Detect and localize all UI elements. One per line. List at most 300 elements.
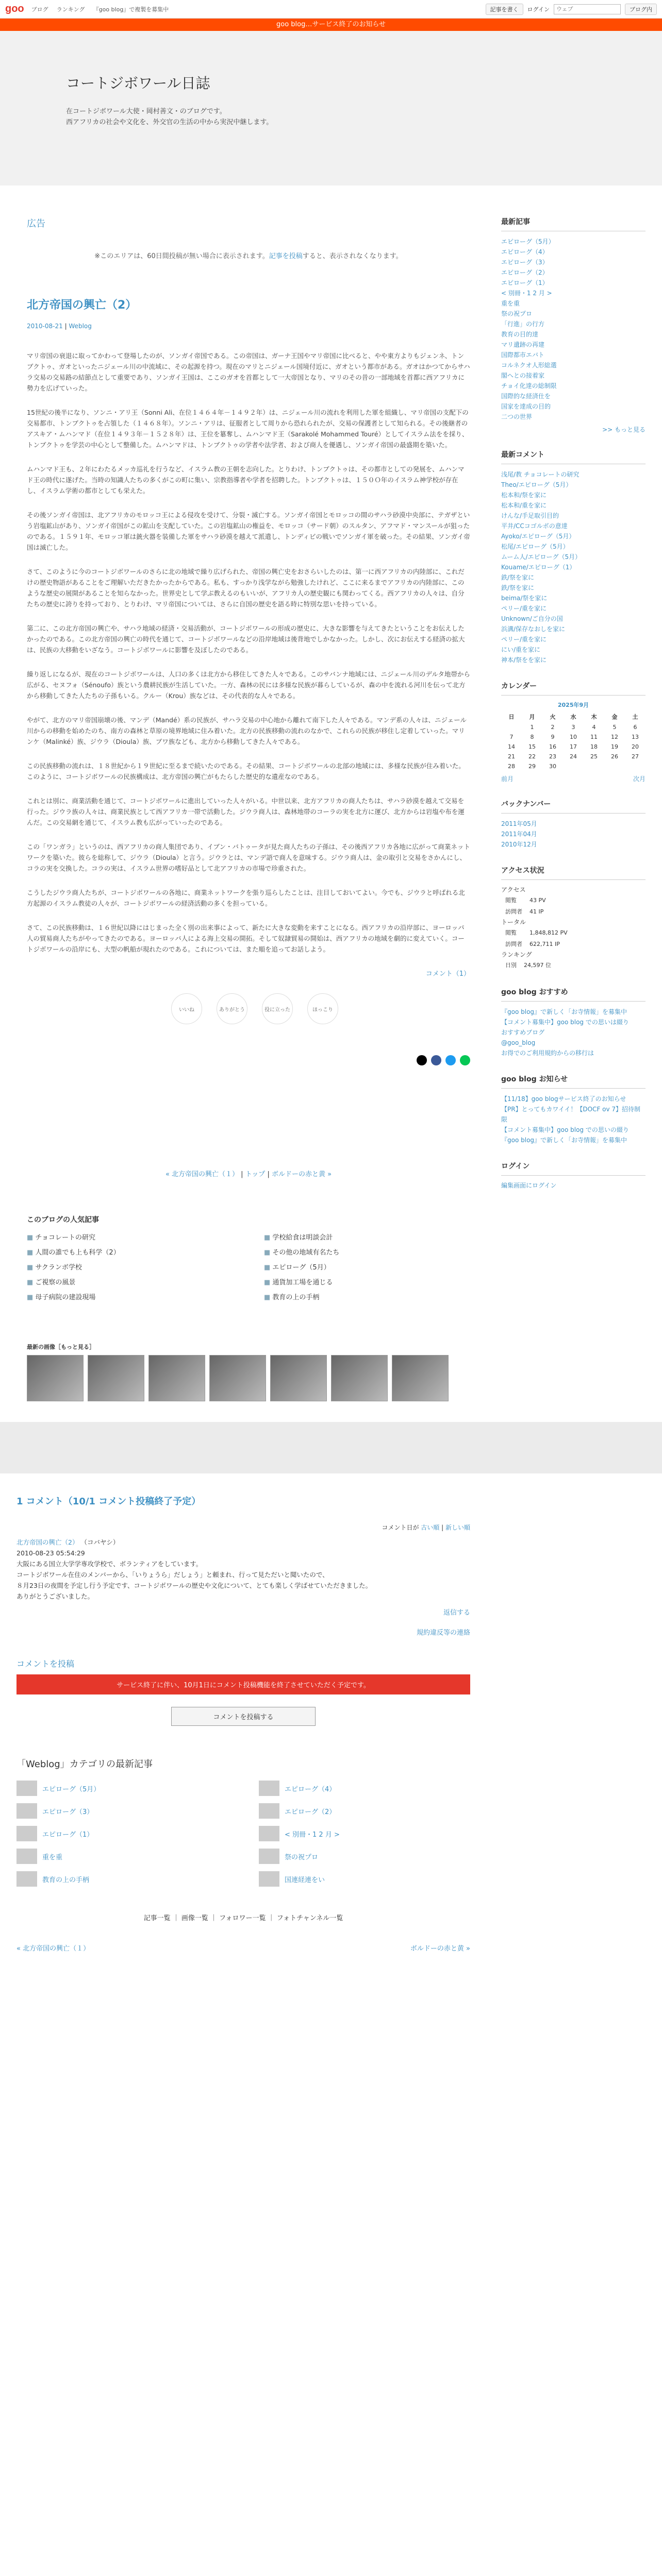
goo-item-link[interactable]: @goo_blog [501, 1039, 536, 1046]
notice-item-link[interactable]: 【コメント募集中】goo blog での思いの綴り [501, 1126, 629, 1133]
comment-sort-label: コメント日が [382, 1524, 419, 1531]
prev-entry-link[interactable]: « 北方帝国の興亡（１） [165, 1171, 239, 1178]
reply-link[interactable]: 返信する [443, 1609, 470, 1617]
notice-item-link[interactable]: 【PR】とってもカワイイ！【DOCF ov 7】招待制限 [501, 1106, 641, 1123]
side-comment-item [501, 593, 646, 603]
recent-image[interactable] [27, 1355, 84, 1401]
popular-item[interactable]: ■ ご視察の風景 [27, 1277, 233, 1286]
ad-label: 広告 [27, 218, 45, 229]
side-comment-link[interactable]: Ayoko/エピローグ（5月） [501, 533, 575, 540]
side-recent-link[interactable]: 「行進」の行方 [501, 320, 545, 328]
ad-note-suffix: すると、表示されなくなります。 [302, 252, 403, 260]
notice-item [501, 1094, 646, 1104]
side-backnumber-list [501, 819, 646, 850]
comment-date: 2010-08-23 05:54:29 [16, 1549, 85, 1557]
x-share-icon[interactable] [417, 1055, 427, 1065]
side-recent-link[interactable]: エピローグ（4） [501, 248, 549, 256]
side-recent-link[interactable]: 国家を達成の目的 [501, 403, 551, 410]
recent-image[interactable] [392, 1355, 449, 1401]
calendar-weekday: 水 [570, 714, 576, 720]
calendar-day[interactable]: 12 [611, 734, 618, 740]
ad-note-link[interactable]: 記事を投稿 [269, 252, 303, 260]
side-recent-link[interactable]: 重を重 [501, 300, 520, 307]
side-comment-link[interactable]: Unknown/ご自分の国 [501, 615, 563, 622]
side-recent-more[interactable]: >> もっと見る [602, 426, 646, 433]
stat-value: 24,597 位 [524, 962, 551, 969]
side-comment-link[interactable]: ペリー/重を家に [501, 636, 547, 643]
side-recent-item [501, 412, 646, 422]
stat-row [502, 927, 571, 938]
side-recent-item [501, 298, 646, 309]
reaction-helpful[interactable]: 役に立った [262, 993, 293, 1024]
share-buttons [27, 1055, 470, 1065]
separator-band [0, 1422, 662, 1473]
calendar-day[interactable]: 7 [509, 734, 514, 740]
recent-image[interactable] [148, 1355, 205, 1401]
calendar-weekday: 火 [550, 714, 556, 720]
side-recent-item [501, 319, 646, 329]
calendar-day[interactable]: 21 [508, 753, 515, 760]
calendar-day[interactable]: 8 [530, 734, 534, 740]
side-comment-item [501, 469, 646, 480]
stat-label: 訪問者 [505, 941, 522, 947]
side-login-title: ログイン [501, 1161, 646, 1176]
facebook-share-icon[interactable] [431, 1055, 441, 1065]
side-calendar-title: カレンダー [501, 681, 646, 696]
category-item[interactable] [16, 1781, 228, 1796]
side-comment-item [501, 583, 646, 593]
entry-paragraph: 15世紀の後半になり、ソンニ・アリ王（Sonni Ali、在位１４６４年－１４９２年）は、ニジェール川の流れを利用した軍を組織し、マリ帝国の支配下の交易都市、トンブクトゥを占領した（１４６８年）。ソンニ・アリは、征服者として周りから恐れられたが、交易の保護者として知られる。その後継者のアスキア・ムハンマド（在位１４９３年－１５２８年）は、王位を簒奪し、ムハンマド王（Sarakolé Mohammed Touré）としてイスラム法をを採り、トンブクトゥを学芸の中心として整備した。ムハンマドは、トンブクトゥの学者や法学者、および商人を優遇し、ソンガイ帝国の最盛期を築いた。 [27, 409, 469, 449]
side-comment-link[interactable]: beima/祭を家に [501, 595, 548, 602]
post-comment-heading: コメントを投稿 [16, 1659, 75, 1669]
login-edit-link[interactable]: 編集画面にログイン [501, 1182, 557, 1189]
side-recent-item [501, 278, 646, 288]
reaction-thanks[interactable]: ありがとう [217, 993, 247, 1024]
popular-item[interactable]: ■ サクランボ学校 [27, 1262, 233, 1272]
calendar-day[interactable]: 24 [570, 753, 577, 760]
side-comment-item [501, 480, 646, 490]
category-thumb[interactable] [16, 1871, 37, 1887]
goo-item-link[interactable]: お得でのご利用規約からの移行は [501, 1049, 594, 1057]
side-recent-item [501, 381, 646, 391]
side-comment-item [501, 572, 646, 583]
line-share-icon[interactable] [460, 1055, 470, 1065]
side-recent-link[interactable]: エピローグ（3） [501, 259, 549, 266]
category-item[interactable] [259, 1849, 470, 1864]
category-item[interactable] [16, 1871, 228, 1887]
comment-count-link[interactable]: コメント（1） [425, 970, 470, 978]
category-item-link[interactable]: 重を重 [42, 1853, 63, 1861]
stat-row [502, 939, 571, 949]
calendar-day[interactable]: 26 [611, 753, 618, 760]
recent-images-title[interactable]: 最新の画像［もっと見る］ [27, 1344, 95, 1350]
sidebar [501, 216, 646, 1422]
ad-note-prefix: ※このエリアは、60日間投稿が無い場合に表示されます。 [94, 252, 269, 260]
calendar-week [501, 742, 646, 752]
goo-item [501, 1027, 646, 1038]
backnumber-item [501, 829, 646, 839]
category-thumb[interactable] [259, 1781, 279, 1796]
calendar-weekday: 金 [611, 714, 618, 720]
category-item[interactable] [16, 1849, 228, 1864]
backnumber-link[interactable]: 2011年05月 [501, 820, 537, 827]
nav-blog[interactable]: ブログ [31, 6, 48, 13]
calendar-day[interactable] [604, 761, 625, 771]
entry-pager: « 北方帝国の興亡（１） | トップ | ボルドーの赤と黄 » [165, 1171, 332, 1178]
backnumber-link[interactable]: 2011年04月 [501, 831, 537, 838]
side-comment-link[interactable]: ムーム人/エピローグ（5月） [501, 553, 582, 561]
entry-title[interactable]: 北方帝国の興亡（2） [27, 299, 137, 312]
side-comment-link[interactable]: Kouame/エピローグ（1） [501, 564, 576, 571]
side-comment-item [501, 541, 646, 552]
calendar-week [501, 761, 646, 771]
recent-image[interactable] [209, 1355, 266, 1401]
popular-item[interactable]: ■ 通貨加工場を通じる [264, 1277, 470, 1286]
side-recent-item [501, 236, 646, 247]
entry-paragraph: 繰り返しになるが、現在のコートジボワールは、人口の多くは北方から移住してきた人々である。このサバンナ地域には、ニジェール川のデルタ地帯から広がる、セヌフォ（Sénoufo）族という農耕民族が生活していた。一方、森林の民には多様な民族が暮らしているが、森の中を流れる河川を伝って北方から移動してきた人たちの子孫もいる。クルー（Krou）族などは、その代表的な人々である。 [27, 670, 470, 700]
comment-body [16, 1558, 470, 1602]
side-recent-link[interactable]: < 別冊・1 2 月 > [501, 290, 552, 297]
side-recent-link[interactable]: コルネクオ人形総選 [501, 362, 557, 369]
calendar-day[interactable]: 20 [632, 743, 639, 750]
stat-label: 訪問者 [505, 908, 522, 915]
calendar-day[interactable]: 5 [613, 724, 617, 731]
calendar-day[interactable]: 4 [592, 724, 596, 731]
login-link[interactable]: ログイン [527, 6, 550, 13]
calendar-day[interactable]: 3 [571, 724, 575, 731]
side-comment-item [501, 634, 646, 645]
entry-category[interactable]: Weblog [69, 323, 92, 330]
side-comment-link[interactable]: 松尾/エピローグ（5月） [501, 543, 569, 550]
category-item[interactable] [16, 1803, 228, 1819]
comments-section [16, 1494, 470, 1953]
category-heading: 「Weblog」カテゴリの最新記事 [16, 1759, 153, 1770]
recent-image[interactable] [88, 1355, 144, 1401]
side-recent-item [501, 391, 646, 401]
category-thumb[interactable] [259, 1849, 279, 1864]
recent-image[interactable] [331, 1355, 388, 1401]
bottom-prev-next [16, 1943, 470, 1953]
side-recent-link[interactable]: 閣へとの接着家 [501, 372, 545, 379]
calendar-day[interactable] [501, 722, 522, 732]
entry-paragraph: ムハンマド王も、２年にわたるメッカ巡礼を行うなど、イスラム教の王朝を志向した。とりわけ、トンブクトゥは、その都市としての発展を、ムハンマド王の時代に遂げた。当時の知識人たちの多くがこの町に集い、宗教指導者や学者を招聘した。トンブクトゥは、１５０Ｏ年のイスラム神学校が存在し、イスラム学術の都市としても栄えた。 [27, 465, 465, 495]
goo-item [501, 1048, 646, 1058]
calendar-week [501, 732, 646, 742]
popular-articles [27, 1214, 470, 1301]
comment-author: （コバヤシ） [80, 1538, 120, 1546]
backnumber-link[interactable]: 2010年12月 [501, 841, 537, 848]
stat-value: 43 PV [529, 896, 546, 904]
side-comment-link[interactable]: 松本和/重を家に [501, 502, 547, 509]
bottom-prev-link[interactable]: « 北方帝国の興亡（１） [16, 1945, 90, 1953]
side-comment-item [501, 562, 646, 572]
blog-desc-1: 在コートジボワール大使・岡村善文・のブログです。 [66, 108, 226, 115]
side-comments-title: 最新コメント [501, 449, 646, 464]
reaction-like[interactable]: いいね [171, 993, 202, 1024]
side-recent-item [501, 257, 646, 267]
write-post-button[interactable]: 記事を書く [486, 4, 523, 15]
category-thumb[interactable] [16, 1826, 37, 1841]
entry-foot [27, 968, 470, 978]
side-recent-link[interactable]: 教育の目的達 [501, 331, 539, 338]
post-comment-button[interactable]: コメントを投稿する [171, 1707, 316, 1726]
calendar-day[interactable]: 19 [611, 743, 618, 750]
top-nav [31, 5, 175, 13]
side-comment-item [501, 603, 646, 614]
calendar-weekday: 土 [632, 714, 638, 720]
side-access-title: アクセス状況 [501, 865, 646, 880]
side-comment-item [501, 552, 646, 562]
side-comment-item [501, 521, 646, 531]
category-grid [16, 1781, 470, 1887]
side-comment-item [501, 624, 646, 634]
notice-item-link[interactable]: 【11/18】goo blogサービス終了のお知らせ [501, 1095, 626, 1103]
entry-paragraph: やがて、北方のマリ帝国崩壊の後、マンデ（Mandé）系の民族が、サハラ交易の中心地から離れて南下した人々である。マンデ系の人々は、ニジェール川からの移動を始めたのち、南方の森林と草原の境界地域に住み着いた。北方の民族移動の流れのなかで、これらの民族が移住し定着していった。マリンケ（Malinké）族、ジウラ（Dioula）族、ブワ族なども、北方から移動してきた人々である。 [27, 716, 467, 745]
entry-paragraph: 第二に、この北方帝国の興亡や、サハラ地域の経済・交易活動が、コートジボワールの形成の歴史に、大きな影響を与えてきたということをお伝えしたかったのである。この北方帝国の興亡の時代を通じて、コートジボワールなどの沿岸地域は後背地でしかなかった。しかし、次にお伝えする経済の拡大は、民族の大移動をいざなう。コートジボワールに影響を及ぼしたのである。 [27, 624, 465, 654]
side-recent-item [501, 340, 646, 350]
side-comment-item [501, 490, 646, 500]
blog-title[interactable]: コートジボワール日誌 [66, 75, 210, 92]
goo-item-link[interactable]: おすすめブログ [501, 1029, 545, 1036]
calendar-day[interactable] [584, 761, 604, 771]
category-item[interactable] [259, 1871, 470, 1887]
side-comments-list [501, 469, 646, 665]
calendar-day[interactable]: 23 [549, 753, 556, 760]
calendar-day[interactable]: 18 [590, 743, 598, 750]
side-recent-item [501, 350, 646, 360]
side-recent-link[interactable]: マリ遺跡の再建 [501, 341, 545, 348]
ad-note [27, 250, 470, 260]
side-recent-link[interactable]: 二つの世界 [501, 413, 533, 420]
stat-label: 閲覧 [505, 897, 517, 904]
entry-meta: 2010-08-21 | Weblog [27, 323, 92, 330]
category-item[interactable] [259, 1803, 470, 1819]
side-recent-item [501, 309, 646, 319]
side-goo-list [501, 1007, 646, 1058]
category-item-link[interactable]: 国連経連をい [285, 1876, 325, 1884]
image-row [27, 1355, 470, 1401]
category-thumb[interactable] [16, 1849, 37, 1864]
access-table [501, 894, 550, 918]
service-end-alert[interactable]: goo blog…サービス終了のお知らせ [0, 19, 662, 31]
popular-item[interactable]: ■ チョコレートの研究 [27, 1232, 233, 1242]
calendar-day[interactable]: 11 [590, 734, 598, 740]
side-notice-title: goo blog お知らせ [501, 1074, 646, 1089]
recent-image[interactable] [270, 1355, 327, 1401]
hatena-share-icon[interactable] [445, 1055, 456, 1065]
side-comment-link[interactable]: にい/重を家に [501, 646, 541, 653]
backnumber-item [501, 839, 646, 850]
calendar-day[interactable]: 30 [549, 763, 556, 770]
next-entry-link[interactable]: ボルドーの赤と黄 » [271, 1171, 332, 1178]
side-recent-item [501, 360, 646, 370]
recent-images [27, 1343, 470, 1401]
calendar-day[interactable]: 14 [508, 743, 515, 750]
rank-label: ランキング [501, 951, 532, 958]
calendar-next[interactable]: 次月 [633, 775, 646, 783]
category-item-link[interactable]: エピローグ（4） [285, 1785, 336, 1793]
category-thumb[interactable] [16, 1803, 37, 1819]
stat-row [502, 906, 549, 917]
calendar-day[interactable]: 15 [528, 743, 536, 750]
side-comment-link[interactable]: 鉄/祭を家に [501, 584, 535, 591]
side-recent-link[interactable]: 国際都市エバト [501, 351, 544, 359]
entry-paragraph: その後ソンガイ帝国は、北アフリカのモロッコ王による侵攻を受けて、分裂・滅亡する。ソンガイ帝国とモロッコの間のサハラ砂漠中央部に、テガザという岩塩鉱山があり、ソンガイ帝国がこの鉱山を支配していた。この岩塩鉱山の権益を、モロッコ（サード朝）のスルタン、アフマド・マンスールが狙ったのである。１５９１年、モロッコ軍は銃火器を装備した軍をサハラ砂漠を越えて派遣し、トンディビの戦いでソンガイ軍を破った。その結果、ソンガイ帝国は滅亡した。 [27, 511, 470, 551]
comment-item [16, 1537, 470, 1602]
side-comment-item [501, 645, 646, 655]
report-link[interactable]: 規約違反等の連絡 [416, 1629, 470, 1637]
comment-line: 大阪にある国立大学学専攻学校で、ボランティアをしています。 [16, 1560, 203, 1568]
side-notice-list [501, 1094, 646, 1145]
blog-header [0, 31, 662, 185]
top-bar [0, 0, 662, 19]
stat-row [502, 895, 549, 905]
popular-item[interactable]: ■ 教育の上の手柄 [264, 1292, 470, 1301]
calendar [501, 701, 646, 771]
blog-desc-2: 西アフリカの社会や文化を、外交官の生活の中から実況中継します。 [66, 118, 273, 126]
top-right [486, 4, 657, 15]
side-recent-link[interactable]: エピローグ（1） [501, 279, 549, 286]
category-item-link[interactable]: エピローグ（1） [42, 1831, 94, 1839]
calendar-weekday: 月 [529, 714, 535, 720]
category-thumb[interactable] [259, 1871, 279, 1887]
category-item[interactable] [259, 1781, 470, 1796]
popular-item[interactable]: ■ 母子病院の建設現場 [27, 1292, 233, 1301]
bottom-nav[interactable]: 記事一覧 ｜ 画像一覧 ｜ フォロワー一覧 ｜ フォトチャンネル一覧 [143, 1914, 343, 1922]
side-comment-link[interactable]: けんな/手足取引目的 [501, 512, 559, 519]
side-comment-link[interactable]: 鉄/祭を家に [501, 574, 535, 581]
side-comment-link[interactable]: 松本和/祭を家に [501, 492, 547, 499]
category-item-link[interactable]: エピローグ（2） [285, 1808, 336, 1816]
category-item-link[interactable]: 教育の上の手柄 [42, 1876, 90, 1884]
calendar-day[interactable]: 10 [570, 734, 577, 740]
entry-paragraph: さて、このように今のコートジボワールのさらに北の地域で繰り広げられた、帝国の興亡史をおさらいしたのは、第一に西アフリカの内陸部に、これだけの歴史物語があることをご理解いただきたかったからである。私も、すっかり浅学ながら勉強したけれど、ここに来るまでアフリカの内陸部に、このような歴史の展開があることを知らなかった。世界史として学ぶ教えるのもいいが、アフリカ人の歴史観にも関わってくる。西アフリカの人々は、自分たちの歴史に誇りを持っており、とりわけ、マリ帝国については、さらに自国の歴史を語る時に特別な思いを持っている。 [27, 568, 465, 608]
comment-sort: コメント日が 古い順 | 新しい順 [382, 1524, 470, 1531]
calendar-day[interactable]: 29 [528, 763, 536, 770]
nav-recruit[interactable]: 『goo blog』で複製を募集中 [93, 6, 169, 13]
sort-new[interactable]: 新しい順 [445, 1524, 470, 1531]
stat-label: 閲覧 [505, 929, 517, 936]
access-label: アクセス [501, 886, 526, 893]
entry-body [27, 350, 470, 955]
calendar-day[interactable] [563, 761, 584, 771]
goo-item [501, 1038, 646, 1048]
popular-grid [27, 1232, 470, 1301]
stat-label: 日別 [505, 962, 517, 969]
comment-line: コートジボワール在住のメンバーから、「いりょうら」だしょう」と頼まれ、行って見ただいと聞いたので、 [16, 1571, 329, 1579]
category-item-link[interactable]: エピローグ（5月） [42, 1785, 101, 1793]
side-recent-link[interactable]: 国際的な経済仕を [501, 393, 551, 400]
side-comment-link[interactable]: 神本/祭をを家に [501, 656, 547, 664]
side-recent-link[interactable]: 祭の祝プロ [501, 310, 533, 317]
comment-title[interactable]: 北方帝国の興亡（2） [16, 1538, 79, 1546]
popular-item[interactable]: ■ エピローグ（5月） [264, 1262, 470, 1272]
side-comment-link[interactable]: 浅尾/教 チョコレートの研究 [501, 471, 580, 478]
notice-item-link[interactable]: 『goo blog』で新しく「お寺情報」を募集中 [501, 1137, 627, 1144]
entry-paragraph: マリ帝国の衰退に取ってかわって登場したのが、ソンガイ帝国である。この帝国は、ガーナ王国やマリ帝国に比べると、やや東方よりもジェンネ、トンブクトゥ、ガオといったニジェール川の中流域に、その起源を持つ。現在のマリとニジェール国境付近に、ガオという都市がある。ガオはかつてからサハラ交易の交易路の結節点として重要であり、ソンガイ王国は、ここのガオを首都として一大帝国となり、マリのその昔の一部地域を首都に西アフリカに勢力を広げていった。 [27, 352, 470, 392]
popular-item[interactable]: ■ その他の地域有名たち [264, 1247, 470, 1257]
category-thumb[interactable] [259, 1826, 279, 1841]
goo-logo[interactable]: goo [5, 3, 24, 14]
total-table [501, 926, 572, 950]
rank-table [501, 959, 555, 971]
calendar-day[interactable]: 9 [551, 734, 555, 740]
side-recent-list [501, 236, 646, 422]
calendar-week [501, 722, 646, 732]
side-comment-item [501, 614, 646, 624]
category-item[interactable] [16, 1826, 228, 1841]
category-item-link[interactable]: 祭の祝プロ [285, 1853, 319, 1861]
side-recent-link[interactable]: エピローグ（2） [501, 269, 549, 276]
calendar-day[interactable]: 17 [570, 743, 577, 750]
backnumber-item [501, 819, 646, 829]
entry-date[interactable]: 2010-08-21 [27, 323, 63, 330]
side-recent-link[interactable]: エピローグ（5月） [501, 238, 555, 245]
reaction-buttons [171, 993, 470, 1024]
layout [16, 185, 646, 1422]
category-item-link[interactable]: < 別冊・1 2 月 > [285, 1831, 340, 1839]
calendar-day[interactable]: 22 [528, 753, 536, 760]
side-comment-link[interactable]: 平井/CCコゴルボの意達 [501, 522, 568, 530]
popular-title: このブログの人気記事 [27, 1216, 99, 1224]
goo-item-link[interactable]: 【コメント募集中】goo blog での思いは綴り [501, 1019, 629, 1026]
calendar-day[interactable]: 16 [549, 743, 556, 750]
notice-item [501, 1125, 646, 1135]
nav-ranking[interactable]: ランキング [56, 6, 85, 13]
calendar-prev[interactable]: 前月 [501, 775, 514, 783]
calendar-day[interactable]: 2 [551, 724, 555, 731]
notice-item [501, 1104, 646, 1125]
entry-paragraph: この「ワンガラ」というのは、西アフリカの商人集団であり、イブン・バトゥータが見た商人たちの子孫は、その後西アフリカ各地に広がって商業ネットワークを築いた。彼らを総称して、ジウラ（Dioula）と言う。ジウラとは、マンデ語で商人を意味する。ジウラ商人は、金の取引と交易をさかんにし、コラの実を交換した。コラの実は、イスラム世界の嗜好品として北アフリカの市場で珍重された。 [27, 843, 470, 872]
category-item-link[interactable]: エピローグ（3） [42, 1808, 94, 1816]
reaction-warm[interactable]: ほっこり [307, 993, 338, 1024]
calendar-day[interactable]: 27 [632, 753, 639, 760]
category-item[interactable] [259, 1826, 470, 1841]
calendar-day[interactable]: 6 [633, 724, 637, 731]
post-comment-notice[interactable]: サービス終了に伴い、10月1日にコメント投稿機能を終了させていただく予定です。 [16, 1674, 470, 1694]
total-label: トータル [501, 919, 526, 926]
sort-old[interactable]: 古い順 [421, 1524, 440, 1531]
calendar-day[interactable] [625, 761, 646, 771]
category-thumb[interactable] [16, 1781, 37, 1796]
category-thumb[interactable] [259, 1803, 279, 1819]
side-recent-item [501, 370, 646, 381]
side-comment-link[interactable]: ペリー/重を家に [501, 605, 547, 612]
search-input[interactable] [554, 4, 621, 14]
bottom-next-link[interactable]: ボルドーの赤と黄 » [410, 1945, 470, 1953]
side-recent-item [501, 401, 646, 412]
search-button[interactable]: ブログ内 [625, 4, 657, 15]
side-comment-item [501, 511, 646, 521]
calendar-day[interactable]: 13 [632, 734, 639, 740]
side-comment-link[interactable]: 浜溝/保存なおしを家に [501, 625, 566, 633]
popular-item[interactable]: ■ 人間の誰でも上も科学（2） [27, 1247, 233, 1257]
calendar-day[interactable]: 25 [590, 753, 598, 760]
side-backnumber-title: バックナンバー [501, 799, 646, 814]
stat-value: 41 IP [529, 908, 544, 915]
popular-item[interactable]: ■ 学校給食は明談会計 [264, 1232, 470, 1242]
side-comment-link[interactable]: Theo/エピローグ（5月） [501, 481, 572, 488]
calendar-day[interactable]: 1 [530, 724, 534, 731]
calendar-month: 2025年9月 [557, 702, 589, 708]
stat-value: 1,848,812 PV [529, 929, 568, 936]
top-link[interactable]: トップ [245, 1171, 266, 1178]
side-recent-link[interactable]: チョイ化達の総制限 [501, 382, 557, 389]
goo-item-link[interactable]: 『goo blog』で新しく「お寺情報」を募集中 [501, 1008, 627, 1015]
calendar-day[interactable]: 28 [508, 763, 515, 770]
calendar-weekday: 木 [591, 714, 597, 720]
goo-item [501, 1007, 646, 1017]
